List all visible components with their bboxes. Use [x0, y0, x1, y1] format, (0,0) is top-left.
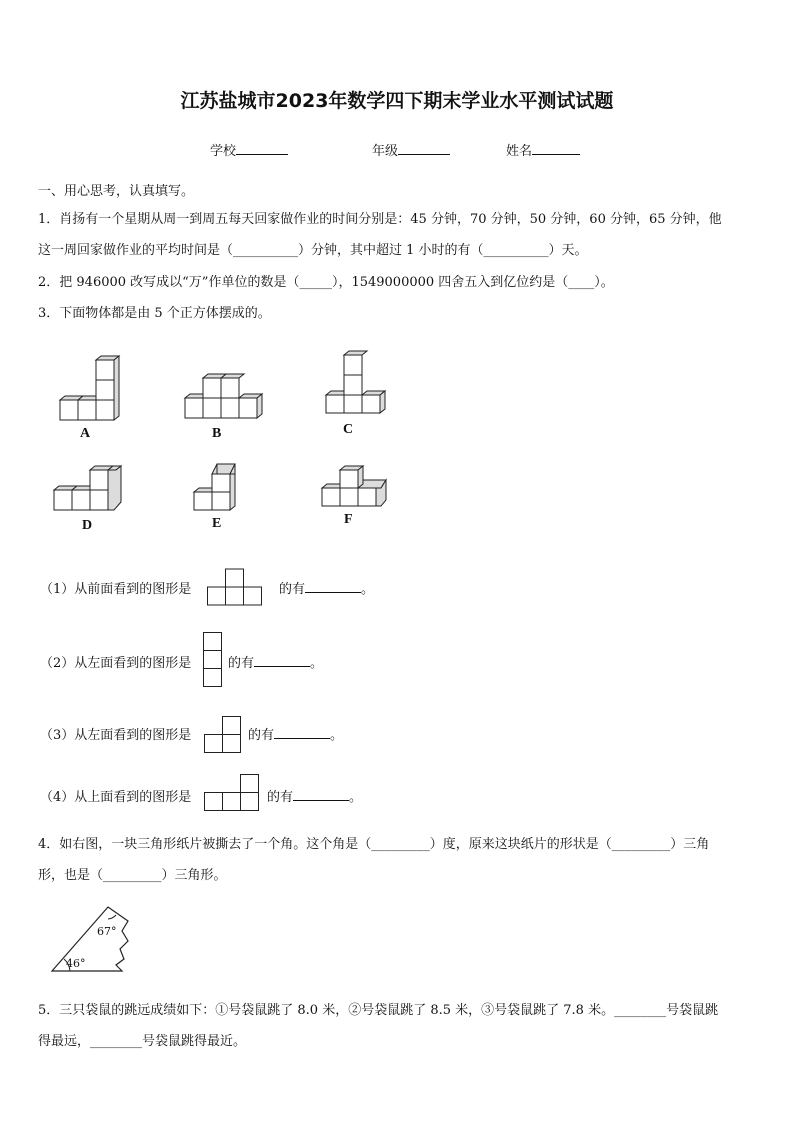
sub-question-1-end: 。 — [361, 582, 375, 597]
front-view-grid — [207, 568, 263, 606]
page-title: 江苏盐城市2023年数学四下期末学业水平测试试题 — [180, 90, 614, 112]
cube-figure-d — [54, 470, 134, 514]
sub-question-4 — [40, 786, 191, 805]
question-3: 3．下面物体都是由 5 个正方体摆成的。 — [38, 306, 271, 321]
question-4-line-2: 形，也是（_________）三角形。 — [38, 868, 227, 883]
angle-label-67: 67° — [97, 925, 117, 938]
section-heading: 一、用心思考，认真填写。 — [38, 184, 195, 199]
sub-question-1-suffix: 的有 — [279, 582, 306, 597]
name-label: 姓名 — [506, 144, 533, 159]
cube-figure-a — [60, 360, 130, 422]
shape-label-e: E — [212, 516, 222, 531]
grade-field[interactable] — [372, 140, 450, 159]
sub-question-2-text: （2）从左面看到的图形是 — [40, 656, 192, 671]
cube-figure-f — [322, 466, 402, 512]
shape-label-d: D — [82, 518, 93, 533]
sub-question-2-blank[interactable] — [254, 655, 310, 667]
left-view-grid-l — [204, 716, 244, 754]
question-1-line-1: 1．肖扬有一个星期从周一到周五每天回家做作业的时间分别是：45 分钟，70 分钟，50 分钟，60 分钟，65 分钟，他 — [38, 212, 722, 227]
sub-question-4-suffix: 的有 — [267, 790, 294, 805]
question-1-line-2: 这一周回家做作业的平均时间是（__________）分钟，其中超过 1 小时的有（__________）天。 — [38, 243, 588, 258]
name-field[interactable] — [506, 140, 580, 159]
top-view-grid — [204, 774, 264, 812]
sub-question-2-suffix: 的有 — [228, 656, 255, 671]
torn-triangle-figure — [50, 905, 132, 975]
school-field[interactable] — [210, 140, 288, 159]
cube-figure-e — [194, 462, 254, 514]
sub-question-4-end: 。 — [349, 790, 363, 805]
name-blank[interactable] — [532, 143, 580, 155]
question-4-line-1: 4．如右图，一块三角形纸片被撕去了一个角。这个角是（_________）度，原来这块纸片的形状是（_________）三角 — [38, 837, 710, 852]
shape-label-a: A — [80, 426, 91, 441]
sub-question-3-text: （3）从左面看到的图形是 — [40, 728, 192, 743]
shape-label-f: F — [344, 512, 353, 527]
grade-blank[interactable] — [398, 143, 450, 155]
sub-question-1-answer — [279, 578, 374, 597]
left-view-grid-vertical — [203, 632, 223, 688]
question-5-line-2: 得最远，________号袋鼠跳得最近。 — [38, 1034, 247, 1049]
sub-question-3-end: 。 — [330, 728, 344, 743]
sub-question-3-suffix: 的有 — [248, 728, 275, 743]
grade-label: 年级 — [372, 144, 399, 159]
sub-question-1 — [40, 578, 191, 597]
sub-question-2-end: 。 — [310, 656, 324, 671]
question-5-line-1: 5．三只袋鼠的跳远成绩如下：①号袋鼠跳了 8.0 米，②号袋鼠跳了 8.5 米，③号袋鼠跳了 7.8 米。________号袋鼠跳 — [38, 1003, 719, 1018]
cube-figure-c — [326, 355, 396, 417]
sub-question-2 — [40, 652, 191, 671]
sub-question-1-blank[interactable] — [305, 581, 361, 593]
sub-question-1-text: （1）从前面看到的图形是 — [40, 582, 192, 597]
sub-question-3 — [40, 724, 191, 743]
sub-question-4-text: （4）从上面看到的图形是 — [40, 790, 192, 805]
school-blank[interactable] — [236, 143, 288, 155]
sub-question-2-answer — [228, 652, 323, 671]
sub-question-3-answer — [248, 724, 343, 743]
sub-question-3-blank[interactable] — [274, 727, 330, 739]
sub-question-4-answer — [267, 786, 362, 805]
school-label: 学校 — [210, 144, 237, 159]
shape-label-b: B — [212, 426, 222, 441]
sub-question-4-blank[interactable] — [293, 789, 349, 801]
angle-label-46: 46° — [66, 957, 86, 970]
shape-label-c: C — [343, 422, 354, 437]
question-2: 2．把 946000 改写成以“万”作单位的数是（_____），1549000000 四舍五入到亿位约是（____）。 — [38, 275, 614, 290]
cube-figure-b — [185, 378, 265, 422]
